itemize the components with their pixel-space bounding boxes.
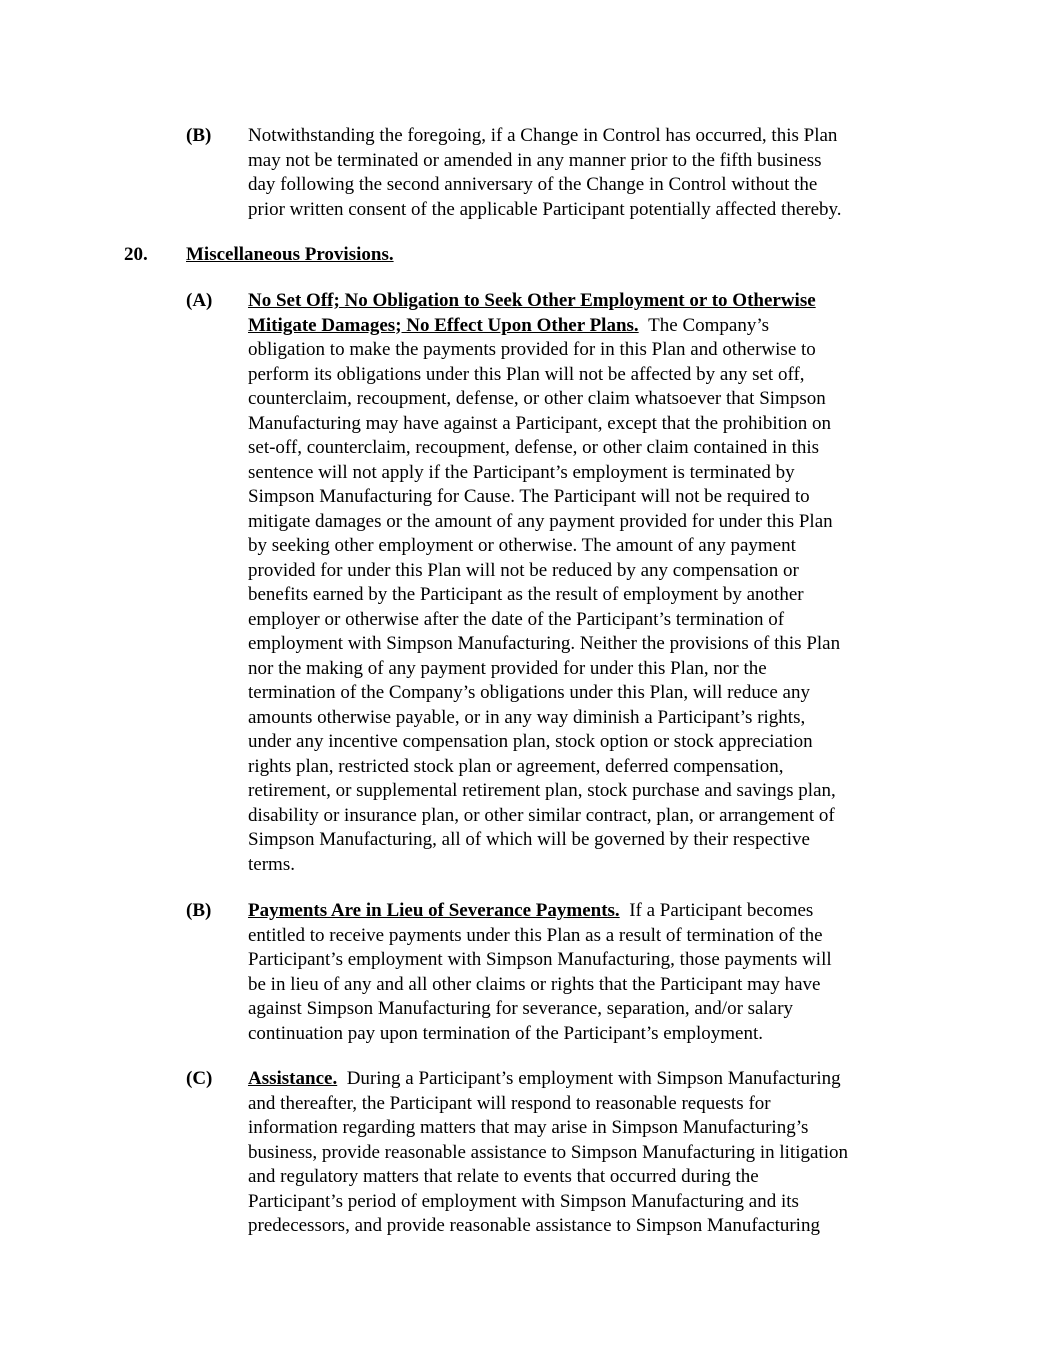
subsection-c-text: [248, 1067, 848, 1239]
text-line: obligation to make the payments provided for in this Plan and otherwise to: [248, 339, 816, 360]
section-19-b-text: [248, 124, 842, 222]
text-line: During a Participant’s employment with Simpson Manufacturing: [346, 1068, 841, 1089]
text-line: termination of the Company’s obligations under this Plan, will reduce any: [248, 682, 810, 703]
subsection-b-text: [248, 899, 832, 1046]
text-line: business, provide reasonable assistance to Simpson Manufacturing in litigation: [248, 1141, 848, 1163]
text-line: and regulatory matters that relate to events that occurred during the: [248, 1166, 759, 1187]
text-line: perform its obligations under this Plan will not be affected by any set off,: [248, 363, 805, 385]
text-line: be in lieu of any and all other claims or rights that the Participant may have: [248, 973, 821, 995]
text-line: Simpson Manufacturing, all of which will be governed by their respective: [248, 829, 810, 850]
text-line: provided for under this Plan will not be reduced by any compensation or: [248, 559, 799, 581]
text-line: mitigate damages or the amount of any payment provided for under this Plan: [248, 510, 833, 532]
text-line: counterclaim, recoupment, defense, or other claim whatsoever that Simpson: [248, 388, 826, 409]
subsection-a-text: [248, 289, 840, 877]
subsection-a-heading: No Set Off; No Obligation to Seek Other Employment or to Otherwise: [248, 290, 816, 311]
text-line: continuation pay upon termination of the Participant’s employment.: [248, 1022, 764, 1044]
text-line: retirement, or supplemental retirement plan, stock purchase and savings plan,: [248, 780, 836, 801]
text-line: The Company’s: [648, 314, 770, 336]
text-line: disability or insurance plan, or other similar contract, plan, or arrangement of: [248, 804, 835, 826]
text-line: under any incentive compensation plan, stock option or stock appreciation: [248, 731, 813, 752]
text-line: Participant’s period of employment with Simpson Manufacturing and its: [248, 1190, 799, 1212]
text-line: prior written consent of the applicable Participant potentially affected thereby.: [248, 198, 842, 220]
text-line: set-off, counterclaim, recoupment, defense, or other claim contained in this: [248, 437, 820, 458]
text-line: employer or otherwise after the date of the Participant’s termination of: [248, 608, 785, 630]
text-line: may not be terminated or amended in any manner prior to the fifth business: [248, 149, 822, 171]
text-line: terms.: [248, 853, 295, 875]
text-line: against Simpson Manufacturing for severance, separation, and/or salary: [248, 998, 794, 1019]
text-line: nor the making of any payment provided for under this Plan, nor the: [248, 657, 767, 679]
section-20-number: 20.: [124, 244, 148, 265]
section-20-title: Miscellaneous Provisions.: [186, 244, 394, 265]
subsection-b-label: (B): [186, 900, 212, 921]
subsection-b-heading: Payments Are in Lieu of Severance Payments.: [248, 900, 620, 921]
text-line: rights plan, restricted stock plan or agreement, deferred compensation,: [248, 755, 784, 777]
text-line: Manufacturing may have against a Participant, except that the prohibition on: [248, 412, 832, 434]
text-line: sentence will not apply if the Participant’s employment is terminated by: [248, 461, 795, 483]
subsection-a-heading-cont: Mitigate Damages; No Effect Upon Other Plans.: [248, 314, 639, 336]
text-line: employment with Simpson Manufacturing. Neither the provisions of this Plan: [248, 633, 841, 654]
text-line: information regarding matters that may arise in Simpson Manufacturing’s: [248, 1117, 809, 1138]
text-line: Notwithstanding the foregoing, if a Change in Control has occurred, this Plan: [248, 125, 838, 146]
text-line: amounts otherwise payable, or in any way diminish a Participant’s rights,: [248, 706, 806, 728]
subsection-a-label: (A): [186, 290, 213, 311]
subsection-c-label: (C): [186, 1068, 213, 1089]
text-line: and thereafter, the Participant will respond to reasonable requests for: [248, 1092, 771, 1114]
text-line: entitled to receive payments under this Plan as a result of termination of the: [248, 924, 823, 946]
subsection-c-heading: Assistance.: [248, 1068, 338, 1089]
text-line: Simpson Manufacturing for Cause. The Participant will not be required to: [248, 486, 810, 507]
text-line: predecessors, and provide reasonable assistance to Simpson Manufacturing: [248, 1215, 820, 1236]
text-line: Participant’s employment with Simpson Manufacturing, those payments will: [248, 949, 832, 970]
text-line: benefits earned by the Participant as the result of employment by another: [248, 584, 804, 605]
text-line: day following the second anniversary of the Change in Control without the: [248, 174, 818, 195]
text-line: If a Participant becomes: [629, 900, 814, 921]
text-line: by seeking other employment or otherwise. The amount of any payment: [248, 535, 796, 556]
section-19-b-label: (B): [186, 125, 212, 146]
